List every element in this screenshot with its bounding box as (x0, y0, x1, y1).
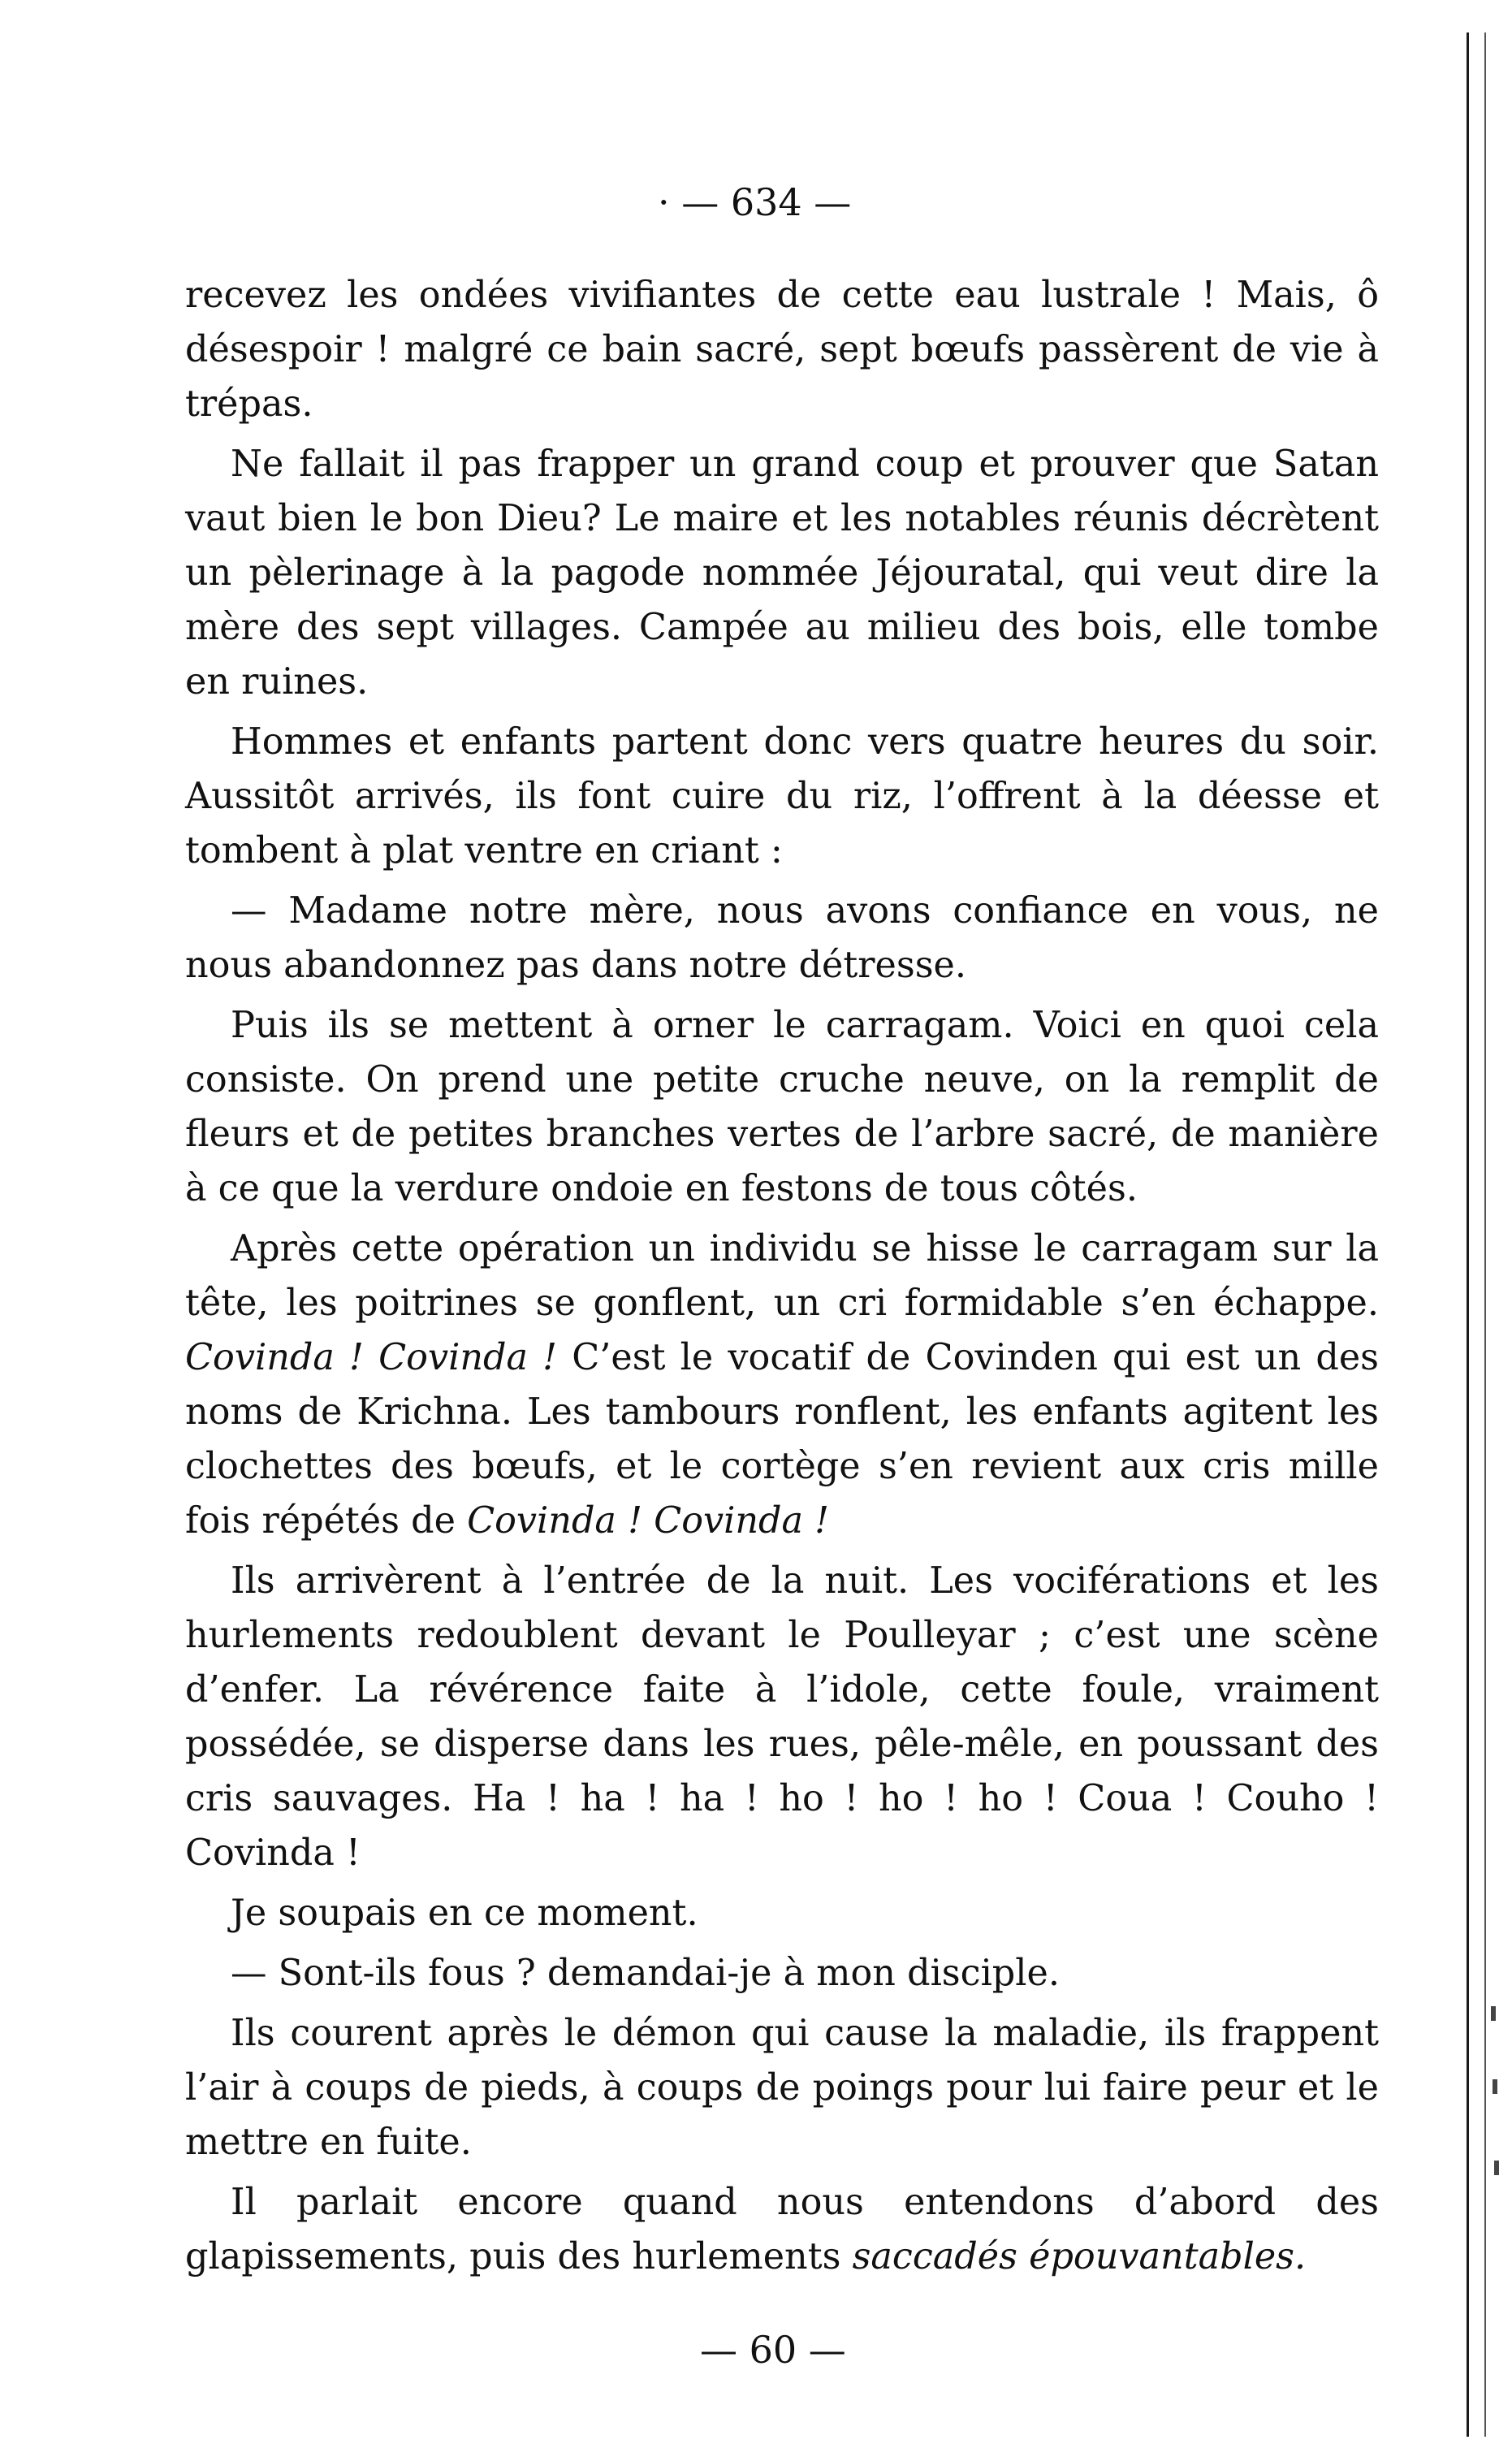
paragraph-2: Ne fallait il pas frapper un grand coup et prouver que Satan vaut bien le bon Dieu? Le maire et les notables réunis décrètent un pèlerinage à la pagode nommée Jéjouratal, qui veut dire la mère des sept villages. Campée au milieu des bois, elle tombe en ruines. (185, 443, 1379, 703)
paragraph-11-part-1: Il parlait encore quand nous entendons d’abord des glapissements, puis des hurlements (185, 2182, 1379, 2277)
paragraph-9: — Sont-ils fous ? demandai-je à mon disciple. (231, 1953, 1061, 1994)
paragraph-6-part-2: C’est le vocatif de Covinden qui est un des noms de Krichna. Les tambours ronflent, les enfants agitent les clochettes des bœufs, et le cortège s’en revient aux cris mille fois répétés de (185, 1337, 1379, 1542)
scan-speck (1493, 2079, 1497, 2094)
paragraph-10: Ils courent après le démon qui cause la maladie, ils frappent l’air à coups de pieds, à coups de poings pour lui faire peur et le mettre en fuite. (185, 2013, 1379, 2163)
page-number-top: · — 634 — (658, 180, 852, 224)
paragraph-6-italic-2: Covinda ! Covinda ! (467, 1500, 830, 1542)
paragraph-6-italic-1: Covinda ! Covinda ! (185, 1337, 558, 1378)
scan-speck (1494, 2161, 1499, 2175)
paragraph-6-part-1: Après cette opération un individu se hisse le carragam sur la tête, les poitrines se gonflent, un cri formidable s’en échappe. (185, 1228, 1379, 1324)
scan-edge-shadow (1467, 32, 1469, 2437)
paragraph-3: Hommes et enfants partent donc vers quatre heures du soir. Aussitôt arrivés, ils font cuire du riz, l’offrent à la déesse et tombent à plat ventre en criant : (185, 721, 1379, 872)
paragraph-7: Ils arrivèrent à l’entrée de la nuit. Les vociférations et les hurlements redoublent devant le Poulleyar ; c’est une scène d’enfer. La révérence faite à l’idole, cette foule, vraiment possédée, se disperse dans les rues, pêle-mêle, en poussant des cris sauvages. Ha ! ha ! ha ! ho ! ho ! ho ! Coua ! Couho ! Covinda ! (185, 1560, 1379, 1874)
paragraph-11 (185, 2175, 1379, 2284)
paragraph-8: Je soupais en ce moment. (231, 1892, 698, 1934)
body-text (185, 268, 1379, 2290)
scan-speck (1491, 2006, 1496, 2021)
page-number-bottom: — 60 — (700, 2328, 846, 2372)
paragraph-6 (185, 1222, 1379, 1548)
paragraph-11-italic: saccadés épouvantables. (852, 2236, 1307, 2277)
paragraph-4: — Madame notre mère, nous avons confiance en vous, ne nous abandonnez pas dans notre détresse. (185, 890, 1379, 986)
paragraph-5: Puis ils se mettent à orner le carragam. Voici en quoi cela consiste. On prend une petite cruche neuve, on la remplit de fleurs et de petites branches vertes de l’arbre sacré, de manière à ce que la verdure ondoie en festons de tous côtés. (185, 1005, 1379, 1209)
scan-edge-line (1484, 32, 1486, 2437)
paragraph-1: recevez les ondées vivifiantes de cette eau lustrale ! Mais, ô désespoir ! malgré ce bain sacré, sept bœufs passèrent de vie à trépas. (185, 275, 1379, 425)
